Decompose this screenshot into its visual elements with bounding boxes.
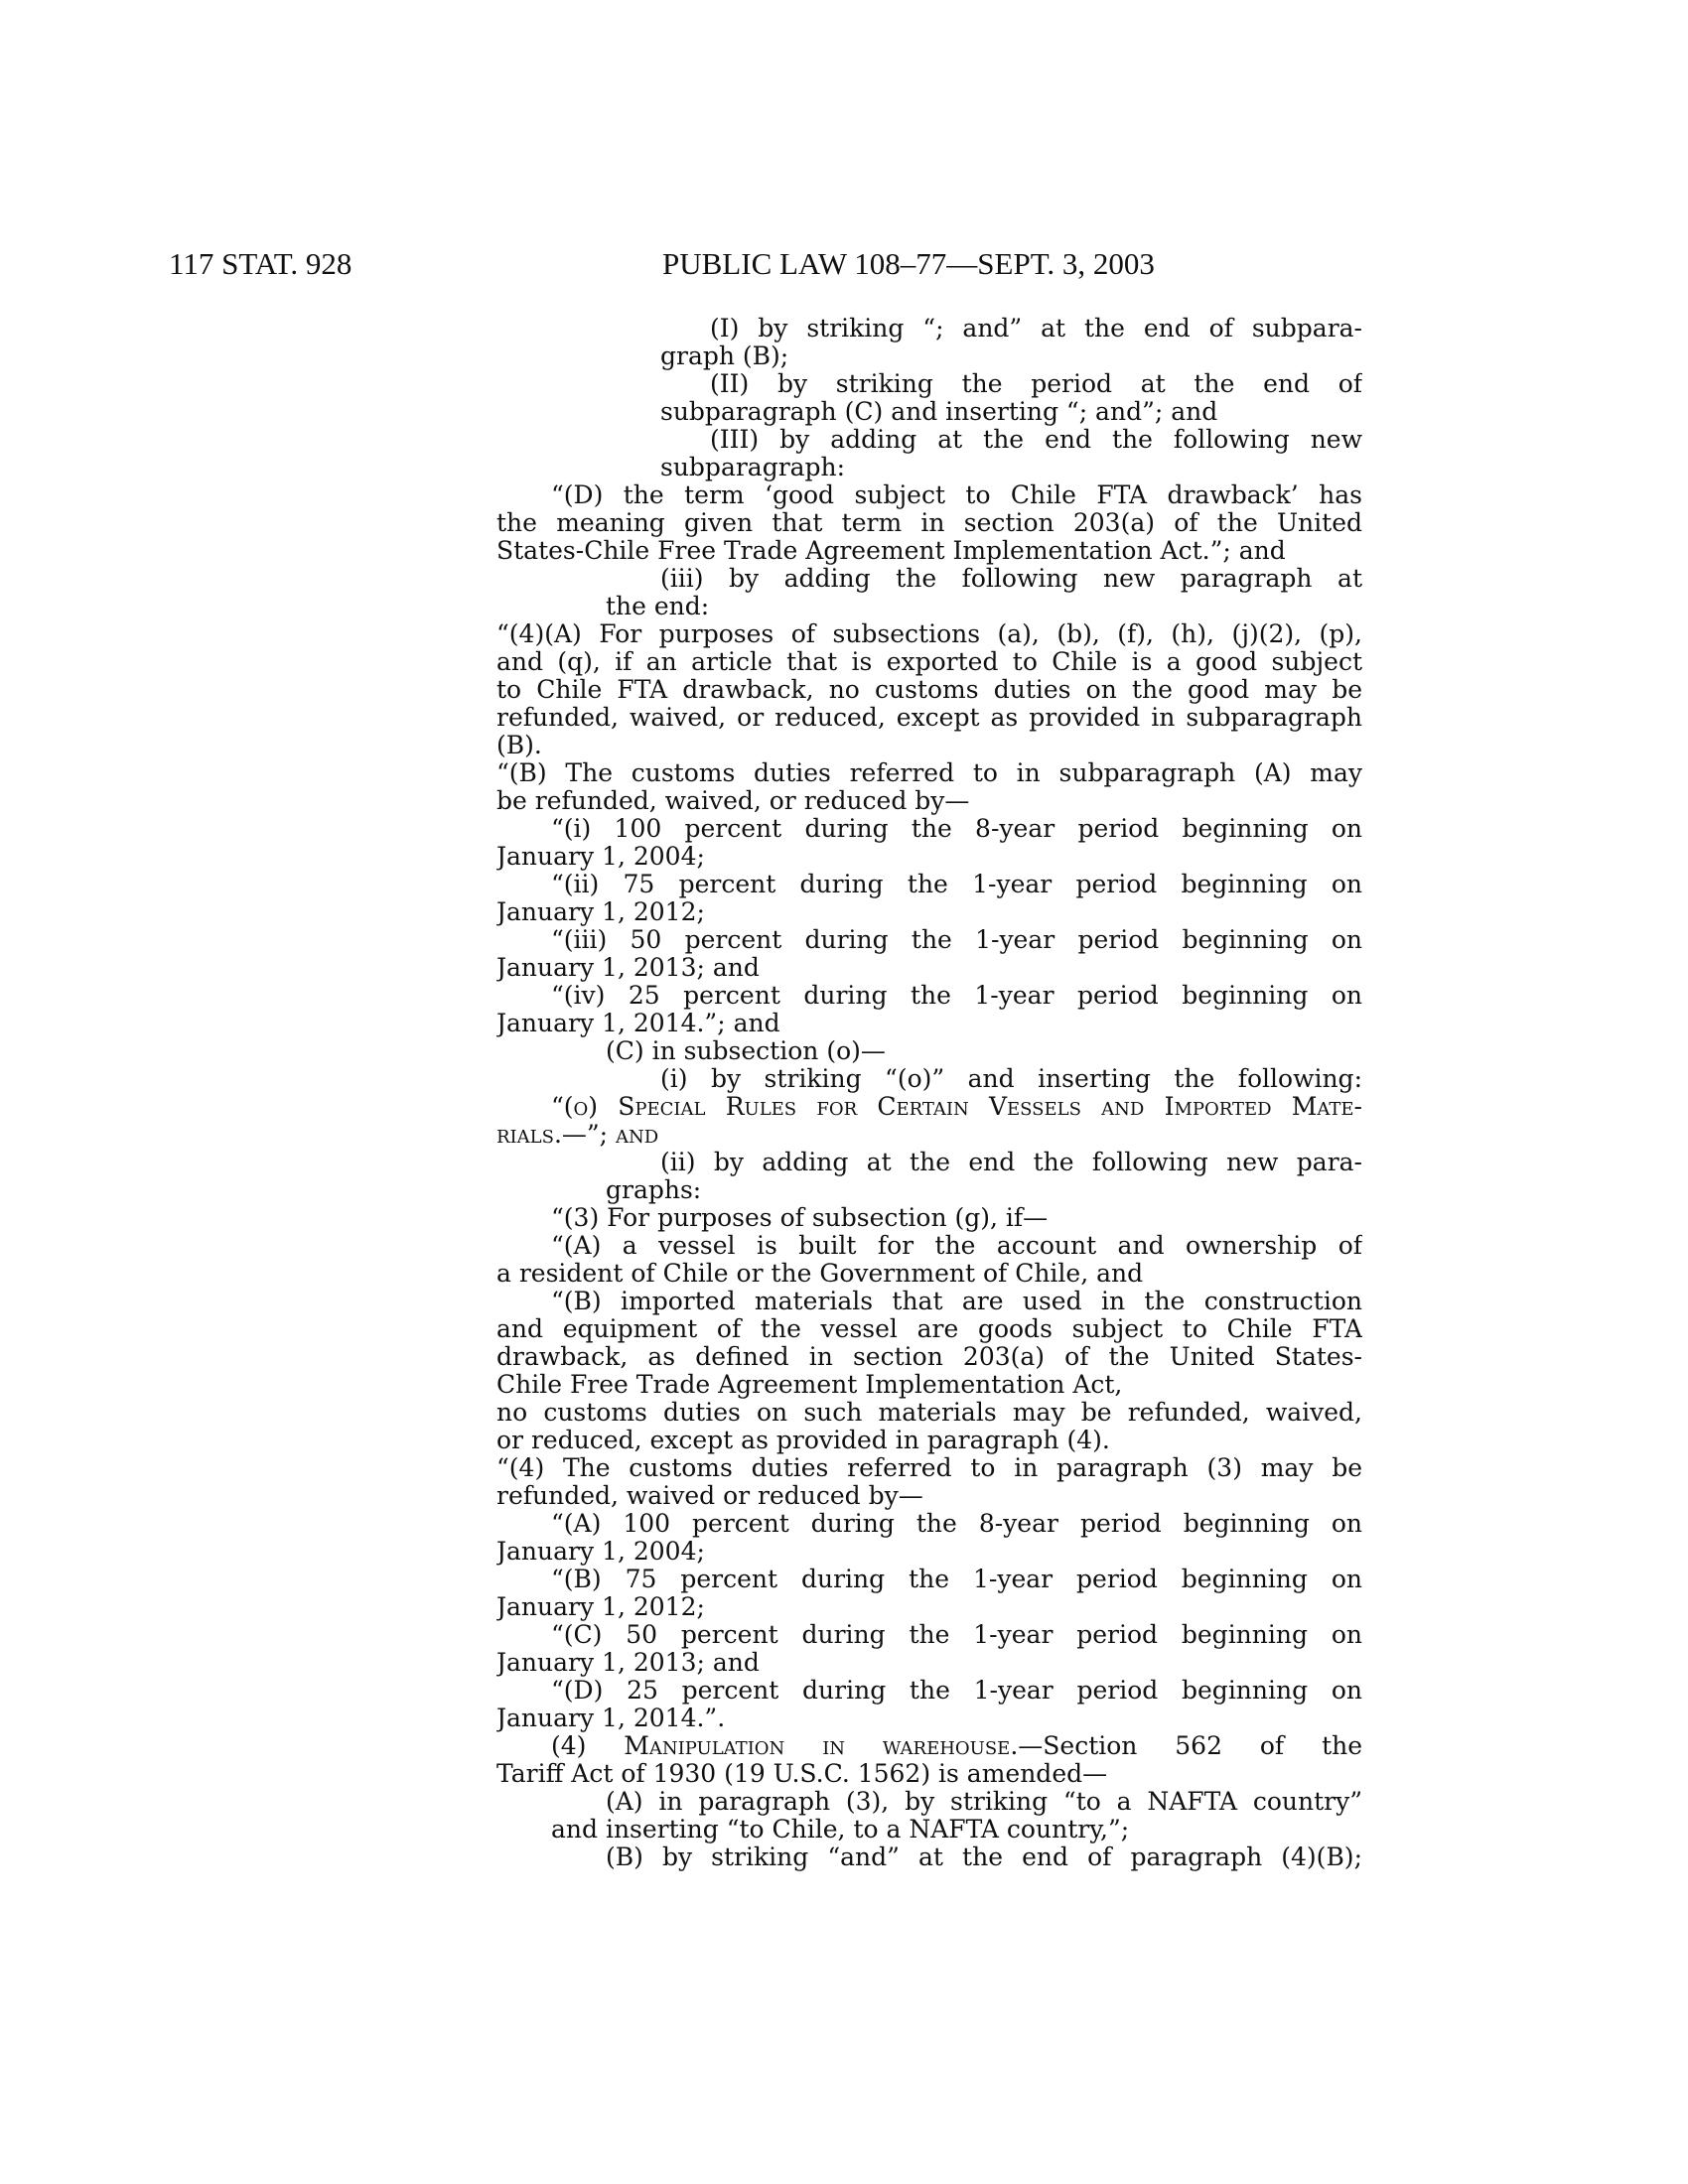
text-line: “(B) imported materials that are used in the construction (551, 1288, 1362, 1315)
text-line: (ii) by adding at the end the following new para- (660, 1149, 1362, 1176)
text-line: and inserting “to Chile, to a NAFTA country,”; (551, 1816, 1130, 1843)
running-head: PUBLIC LAW 108–77—SEPT. 3, 2003 (662, 246, 1155, 281)
text-line: subparagraph (C) and inserting “; and”; and (660, 398, 1218, 426)
text-line: graph (B); (660, 342, 789, 370)
text-line: “(iv) 25 percent during the 1-year period beginning on (551, 982, 1362, 1010)
text-line: States-Chile Free Trade Agreement Implementation Act.”; and (496, 537, 1286, 565)
text-line (496, 1732, 1362, 1760)
text-line: (II) by striking the period at the end of (710, 370, 1362, 398)
text-line: January 1, 2012; (496, 898, 705, 926)
text-line: or reduced, except as provided in paragraph (4). (496, 1427, 1110, 1454)
text-line: “(B) 75 percent during the 1-year period beginning on (551, 1566, 1362, 1593)
text-line: drawback, as defined in section 203(a) of the United States- (496, 1343, 1362, 1371)
text-line: and equipment of the vessel are goods subject to Chile FTA (496, 1315, 1362, 1343)
text-line: (B) by striking “and” at the end of paragraph (4)(B); (606, 1843, 1362, 1871)
text-line: “(4) The customs duties referred to in paragraph (3) may be (496, 1454, 1362, 1482)
text-line: (iii) by adding the following new paragraph at (660, 565, 1362, 593)
text-line: Tariff Act of 1930 (19 U.S.C. 1562) is amended— (496, 1760, 1108, 1788)
text-line: Chile Free Trade Agreement Implementation Act, (496, 1371, 1123, 1399)
text-line: January 1, 2013; and (496, 954, 760, 982)
text-line: “(o) Special Rules for Certain Vessels and Imported Mate- (551, 1093, 1362, 1121)
text-line: the end: (606, 593, 710, 620)
text-line: “(4)(A) For purposes of subsections (a), (b), (f), (h), (j)(2), (p), (496, 620, 1362, 648)
text-line: “(D) 25 percent during the 1-year period beginning on (551, 1677, 1362, 1705)
text-line: “(iii) 50 percent during the 1-year period beginning on (551, 926, 1362, 954)
text-line: January 1, 2014.”; and (496, 1010, 780, 1037)
text-line: “(C) 50 percent during the 1-year period beginning on (551, 1621, 1362, 1649)
text-line: the meaning given that term in section 203(a) of the United (496, 509, 1362, 537)
section-heading: (4) Manipulation in warehouse. (551, 1732, 1019, 1760)
text-line: (i) by striking “(o)” and inserting the following: (660, 1065, 1362, 1093)
text-line: “(3) For purposes of subsection (g), if— (551, 1204, 1049, 1232)
text-line: (B). (496, 732, 542, 759)
text-line: January 1, 2013; and (496, 1649, 760, 1677)
text-line: subparagraph: (660, 454, 846, 481)
text-line: rials.—”; and (496, 1121, 659, 1149)
text-line: (C) in subsection (o)— (606, 1037, 886, 1065)
text-line: graphs: (606, 1176, 702, 1204)
text-line: (I) by striking “; and” at the end of subpara- (710, 315, 1362, 342)
text-line: refunded, waived, or reduced, except as provided in subparagraph (496, 704, 1362, 732)
text-line: refunded, waived or reduced by— (496, 1482, 923, 1510)
text-line: January 1, 2004; (496, 843, 705, 871)
text-line: (III) by adding at the end the following new (710, 426, 1362, 454)
text-line: and (q), if an article that is exported to Chile is a good subject (496, 648, 1362, 676)
text-line: “(D) the term ‘good subject to Chile FTA drawback’ has (551, 481, 1362, 509)
text-line: January 1, 2012; (496, 1593, 705, 1621)
statute-body-text (496, 315, 1362, 1871)
text-line: “(A) a vessel is built for the account and ownership of (551, 1232, 1362, 1260)
text-line: January 1, 2014.”. (496, 1705, 726, 1732)
text-line: (A) in paragraph (3), by striking “to a NAFTA country” (606, 1788, 1362, 1816)
section-heading-rest: —Section 562 of the (1018, 1732, 1362, 1760)
text-line: “(B) The customs duties referred to in subparagraph (A) may (496, 759, 1362, 787)
page-header (0, 246, 1688, 286)
text-line: “(i) 100 percent during the 8-year period beginning on (551, 815, 1362, 843)
text-line: to Chile FTA drawback, no customs duties on the good may be (496, 676, 1362, 704)
text-line: a resident of Chile or the Government of Chile, and (496, 1260, 1144, 1288)
statute-page-reference: 117 STAT. 928 (169, 246, 352, 281)
text-line: no customs duties on such materials may be refunded, waived, (496, 1399, 1362, 1427)
text-line: “(ii) 75 percent during the 1-year period beginning on (551, 871, 1362, 898)
text-line: January 1, 2004; (496, 1538, 705, 1566)
text-line: “(A) 100 percent during the 8-year period beginning on (551, 1510, 1362, 1538)
text-line: be refunded, waived, or reduced by— (496, 787, 970, 815)
